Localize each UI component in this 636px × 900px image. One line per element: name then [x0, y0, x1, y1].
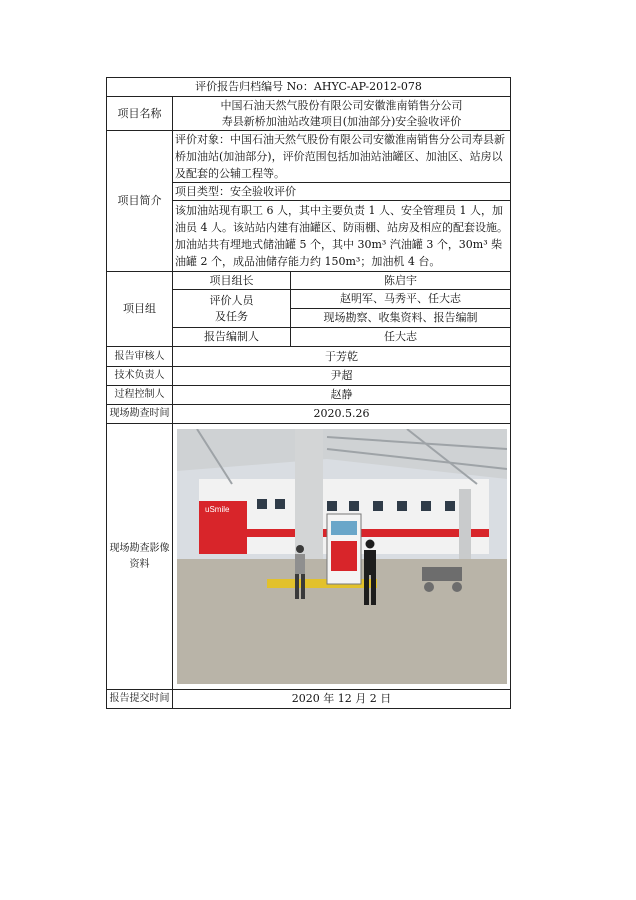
- evaluators-label-line-1: 评价人员: [209, 293, 254, 307]
- process-label: 过程控制人: [107, 386, 173, 405]
- submit-date-label: 报告提交时间: [107, 690, 173, 709]
- evaluators-label: [173, 290, 291, 328]
- evaluators-value: 赵明军、马秀平、任大志: [291, 290, 511, 309]
- survey-date-label: 现场勘查时间: [107, 405, 173, 424]
- photo-fuel-dispenser: [327, 514, 361, 584]
- intro-staff: 该加油站现有职工 6 人，其中主要负责 1 人、安全管理员 1 人，加油员 4 人。该站站内建有油罐区、防雨棚、站房及相应的配套设施。加油站共有埋地式储油罐 5 个，其中 30m³ 汽油罐 3 个，30m³ 柴油罐 2 个，成品油储存能力约 150m³；加油机 4 台。: [173, 201, 511, 272]
- evaluation-form: [106, 77, 510, 709]
- submit-date-value: 2020 年 12 月 2 日: [173, 690, 511, 709]
- archive-number: 评价报告归档编号 No：AHYC-AP-2012-078: [107, 78, 511, 97]
- project-name-line-1: 中国石油天然气股份有限公司安徽淮南销售分公司: [220, 98, 463, 112]
- intro-label: 项目简介: [107, 131, 173, 272]
- intro-row-object: [107, 131, 511, 183]
- reviewer-label: 报告审核人: [107, 347, 173, 367]
- reviewer-row: [107, 347, 511, 367]
- leader-value: 陈启宇: [291, 272, 511, 290]
- process-value: 赵静: [173, 386, 511, 405]
- survey-date-row: [107, 405, 511, 424]
- team-row-leader: [107, 272, 511, 290]
- writer-label: 报告编制人: [173, 328, 291, 347]
- photo-cell: [173, 424, 511, 690]
- project-name-line-2: 寿县新桥加油站改建项目(加油部分)安全验收评价: [221, 114, 462, 128]
- tech-row: [107, 367, 511, 386]
- photo-row: [107, 424, 511, 690]
- photo-side-pillar: [459, 489, 471, 564]
- tech-label: 技术负责人: [107, 367, 173, 386]
- photo-store-sign: uSmile: [204, 505, 229, 514]
- project-name-row: [107, 97, 511, 131]
- team-label: 项目组: [107, 272, 173, 347]
- photo-label: [107, 424, 173, 690]
- archive-row: [107, 78, 511, 97]
- project-name-value: [173, 97, 511, 131]
- site-photo: [177, 429, 507, 684]
- leader-label: 项目组长: [173, 272, 291, 290]
- project-name-label: 项目名称: [107, 97, 173, 131]
- form-table: [106, 77, 511, 709]
- survey-date-value: 2020.5.26: [173, 405, 511, 424]
- intro-type: 项目类型：安全验收评价: [173, 183, 511, 201]
- intro-object: 评价对象：中国石油天然气股份有限公司安徽淮南销售分公司寿县新桥加油站(加油部分)，评价范围包括加油站油罐区、加油区、站房以及配套的公辅工程等。: [173, 131, 511, 183]
- photo-label-line-1: 现场勘查影像: [109, 542, 170, 554]
- evaluators-label-line-2: 及任务: [215, 309, 248, 323]
- submit-date-row: [107, 690, 511, 709]
- photo-label-line-2: 资料: [129, 558, 150, 570]
- tasks-value: 现场勘察、收集资料、报告编制: [291, 309, 511, 328]
- writer-value: 任大志: [291, 328, 511, 347]
- tech-value: 尹超: [173, 367, 511, 386]
- process-row: [107, 386, 511, 405]
- reviewer-value: 于芳乾: [173, 347, 511, 367]
